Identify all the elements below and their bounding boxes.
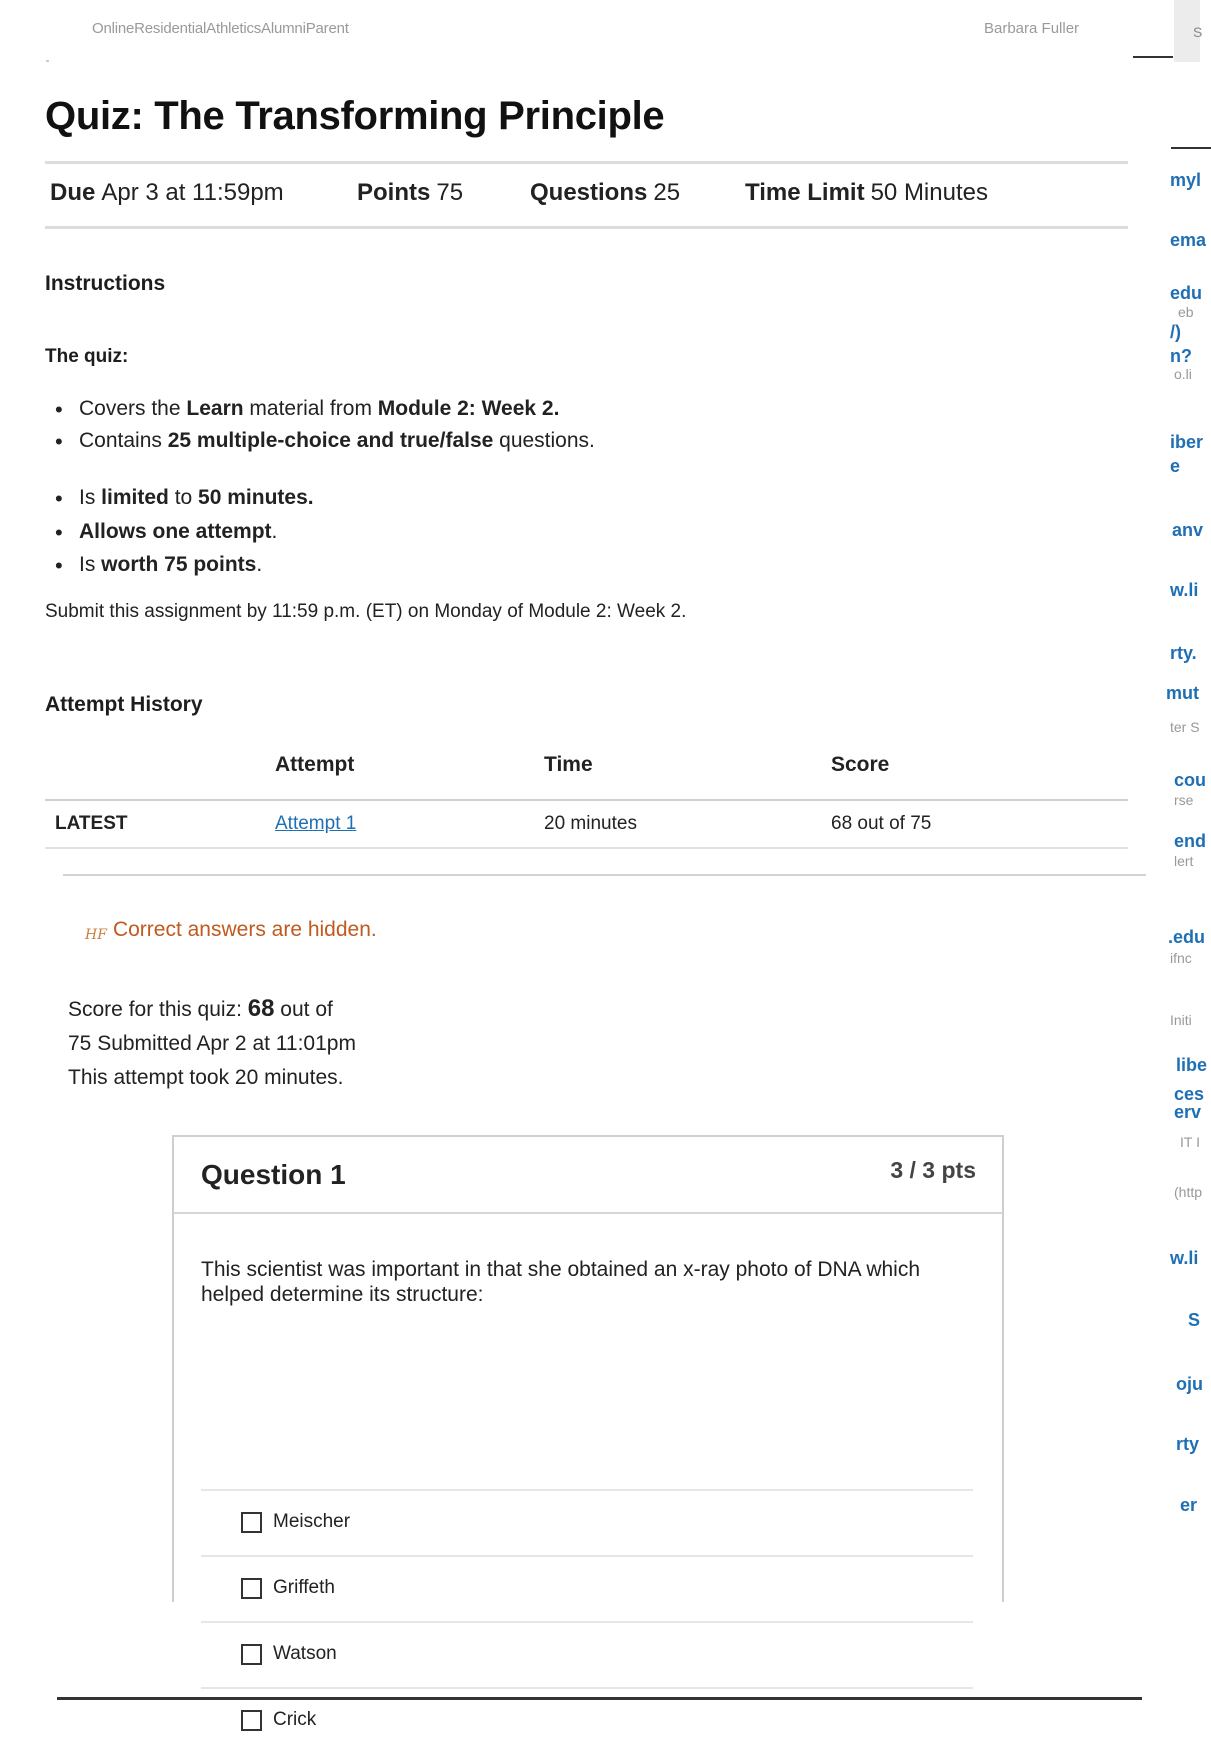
sidebar-link-fragment[interactable]: oju: [1176, 1374, 1203, 1394]
sidebar-link-fragment[interactable]: rty: [1176, 1434, 1200, 1454]
meta-value: 25: [653, 179, 681, 206]
checkbox-icon[interactable]: [241, 1644, 262, 1665]
sidebar-link-fragment[interactable]: e: [1170, 456, 1181, 476]
attempt-history-heading: Attempt History: [45, 693, 203, 716]
answer-label: Crick: [273, 1709, 317, 1730]
corner-button[interactable]: [1174, 0, 1203, 62]
score-prefix: Score for this quiz:: [68, 998, 248, 1021]
sidebar-link-fragment[interactable]: w.li: [1170, 580, 1199, 600]
sidebar-text-fragment: rse: [1174, 792, 1194, 808]
sidebar-link-fragment[interactable]: er: [1180, 1495, 1198, 1515]
sidebar-link-fragment[interactable]: /): [1170, 322, 1181, 342]
bullet-text: .: [256, 553, 263, 576]
table-header: [45, 745, 1128, 801]
bullet-icon: •: [55, 397, 63, 422]
sidebar-text-fragment: (http: [1174, 1184, 1203, 1200]
bullet-icon: •: [55, 429, 63, 454]
bullet-bold: 50 minutes.: [198, 486, 314, 509]
bullet-text: Covers the: [79, 397, 187, 420]
sidebar-text-fragment: IT I: [1180, 1134, 1200, 1150]
divider: [1171, 147, 1211, 149]
sidebar-link-fragment[interactable]: ema: [1170, 230, 1207, 250]
sidebar-text-fragment: ter S: [1170, 719, 1200, 735]
bullet-text: to: [168, 486, 199, 509]
bullet-bold: worth 75 points: [101, 553, 257, 576]
meta-label: Points: [357, 179, 431, 206]
checkbox-icon[interactable]: [241, 1578, 262, 1599]
sidebar-link-fragment[interactable]: rty.: [1170, 643, 1197, 663]
bullet-text: material from: [243, 397, 378, 420]
bullet-bold: limited: [101, 486, 169, 509]
corner-button-label: S: [1193, 24, 1203, 40]
question-card: [172, 1135, 1004, 1730]
sidebar-text-fragment: lert: [1174, 853, 1194, 869]
questions-count: [530, 179, 680, 207]
quiz-label: The quiz:: [45, 346, 129, 367]
attempt-time: 20 minutes: [544, 813, 637, 834]
notice-text: Correct answers are hidden.: [112, 918, 377, 941]
points: [357, 179, 463, 207]
meta-label: Due: [50, 179, 96, 206]
meta-label: Time Limit: [745, 179, 865, 206]
bullet-bold: Learn: [186, 397, 244, 420]
sidebar-link-fragment[interactable]: S: [1188, 1310, 1201, 1330]
submit-note: Submit this assignment by 11:59 p.m. (ET) on Monday of Module 2: Week 2.: [45, 601, 687, 622]
score-summary: [68, 992, 356, 1095]
instructions-heading: Instructions: [45, 272, 166, 295]
sidebar-link-fragment[interactable]: edu: [1170, 283, 1203, 303]
sidebar-link-fragment[interactable]: w.li: [1170, 1248, 1199, 1268]
sidebar-link-fragment[interactable]: ces: [1174, 1084, 1205, 1104]
sidebar-link-fragment[interactable]: anv: [1172, 520, 1204, 540]
latest-tag: LATEST: [55, 813, 128, 834]
question-points: 3 / 3 pts: [890, 1157, 976, 1183]
bullet-text: .: [271, 520, 278, 543]
meta-value: 50 Minutes: [870, 179, 988, 206]
divider: [1133, 56, 1173, 58]
sidebar-text-fragment: Initi: [1170, 1012, 1192, 1028]
score-suffix: out of: [274, 998, 333, 1021]
sidebar-link-fragment[interactable]: libe: [1176, 1055, 1208, 1075]
sidebar-text-fragment: eb: [1178, 304, 1194, 320]
question-title: Question 1: [201, 1159, 346, 1190]
attempt-link[interactable]: Attempt 1: [275, 813, 357, 834]
bullet-text: Contains: [79, 429, 168, 452]
meta-value: Apr 3 at 11:59pm: [101, 179, 284, 206]
attempt-score: 68 out of 75: [831, 813, 932, 834]
bullet-icon: •: [55, 520, 63, 545]
bullet-icon: •: [55, 553, 63, 578]
meta-value: 75: [436, 179, 464, 206]
column-header-time: Time: [544, 753, 593, 776]
breadcrumb[interactable]: OnlineResidentialAthleticsAlumniParent: [92, 20, 349, 37]
quiz-meta-bar: [45, 161, 1128, 229]
bullet-text: questions.: [493, 429, 595, 452]
answers-hidden-notice: [85, 918, 377, 942]
column-header-attempt: Attempt: [275, 753, 355, 776]
submitted-line: 75 Submitted Apr 2 at 11:01pm: [68, 1032, 356, 1055]
user-name[interactable]: Barbara Fuller: [984, 20, 1080, 37]
due-date: [50, 179, 284, 207]
question-header: [174, 1137, 1002, 1214]
answer-option[interactable]: [201, 1621, 973, 1689]
duration-line: This attempt took 20 minutes.: [68, 1066, 344, 1089]
answer-option[interactable]: [201, 1555, 973, 1623]
right-sidebar-clipped: [1162, 140, 1208, 1540]
divider: [63, 874, 1146, 876]
answer-label: Meischer: [273, 1511, 351, 1532]
info-icon: HF: [85, 927, 107, 943]
bullet-bold: 25 multiple-choice and true/false: [167, 429, 494, 452]
answer-option[interactable]: [201, 1489, 973, 1557]
bullet-text: Is: [79, 486, 102, 509]
sidebar-link-fragment[interactable]: cou: [1174, 770, 1207, 790]
top-bar: [0, 0, 1203, 60]
sidebar-link-fragment[interactable]: mut: [1166, 683, 1199, 703]
bullet-bold: Allows one attempt: [79, 520, 272, 543]
divider: [46, 60, 49, 62]
page-title: Quiz: The Transforming Principle: [45, 94, 665, 138]
sidebar-link-fragment[interactable]: end: [1174, 831, 1207, 851]
sidebar-link-fragment[interactable]: erv: [1174, 1102, 1202, 1122]
sidebar-link-fragment[interactable]: n?: [1170, 346, 1192, 366]
score-value: 68: [247, 995, 275, 1022]
bullet-text: Is: [79, 553, 102, 576]
answer-label: Griffeth: [273, 1577, 335, 1598]
meta-label: Questions: [530, 179, 648, 206]
answer-label: Watson: [273, 1643, 337, 1664]
sidebar-link-fragment[interactable]: .edu: [1168, 927, 1206, 947]
table-row: [45, 801, 1128, 849]
bullet-bold: Module 2: Week 2.: [377, 397, 560, 420]
question-text: This scientist was important in that she obtained an x-ray photo of DNA which helped determine its structure:: [201, 1258, 921, 1306]
bullet-icon: •: [55, 486, 63, 511]
sidebar-text-fragment: o.li: [1174, 366, 1192, 382]
divider: [57, 1697, 1142, 1700]
sidebar-text-fragment: ifnc: [1170, 950, 1192, 966]
time-limit: [745, 179, 988, 207]
checkbox-icon[interactable]: [241, 1512, 262, 1533]
sidebar-link-fragment[interactable]: myl: [1170, 170, 1202, 190]
column-header-score: Score: [831, 753, 890, 776]
checkbox-icon[interactable]: [241, 1710, 262, 1731]
sidebar-link-fragment[interactable]: iber: [1170, 432, 1204, 452]
